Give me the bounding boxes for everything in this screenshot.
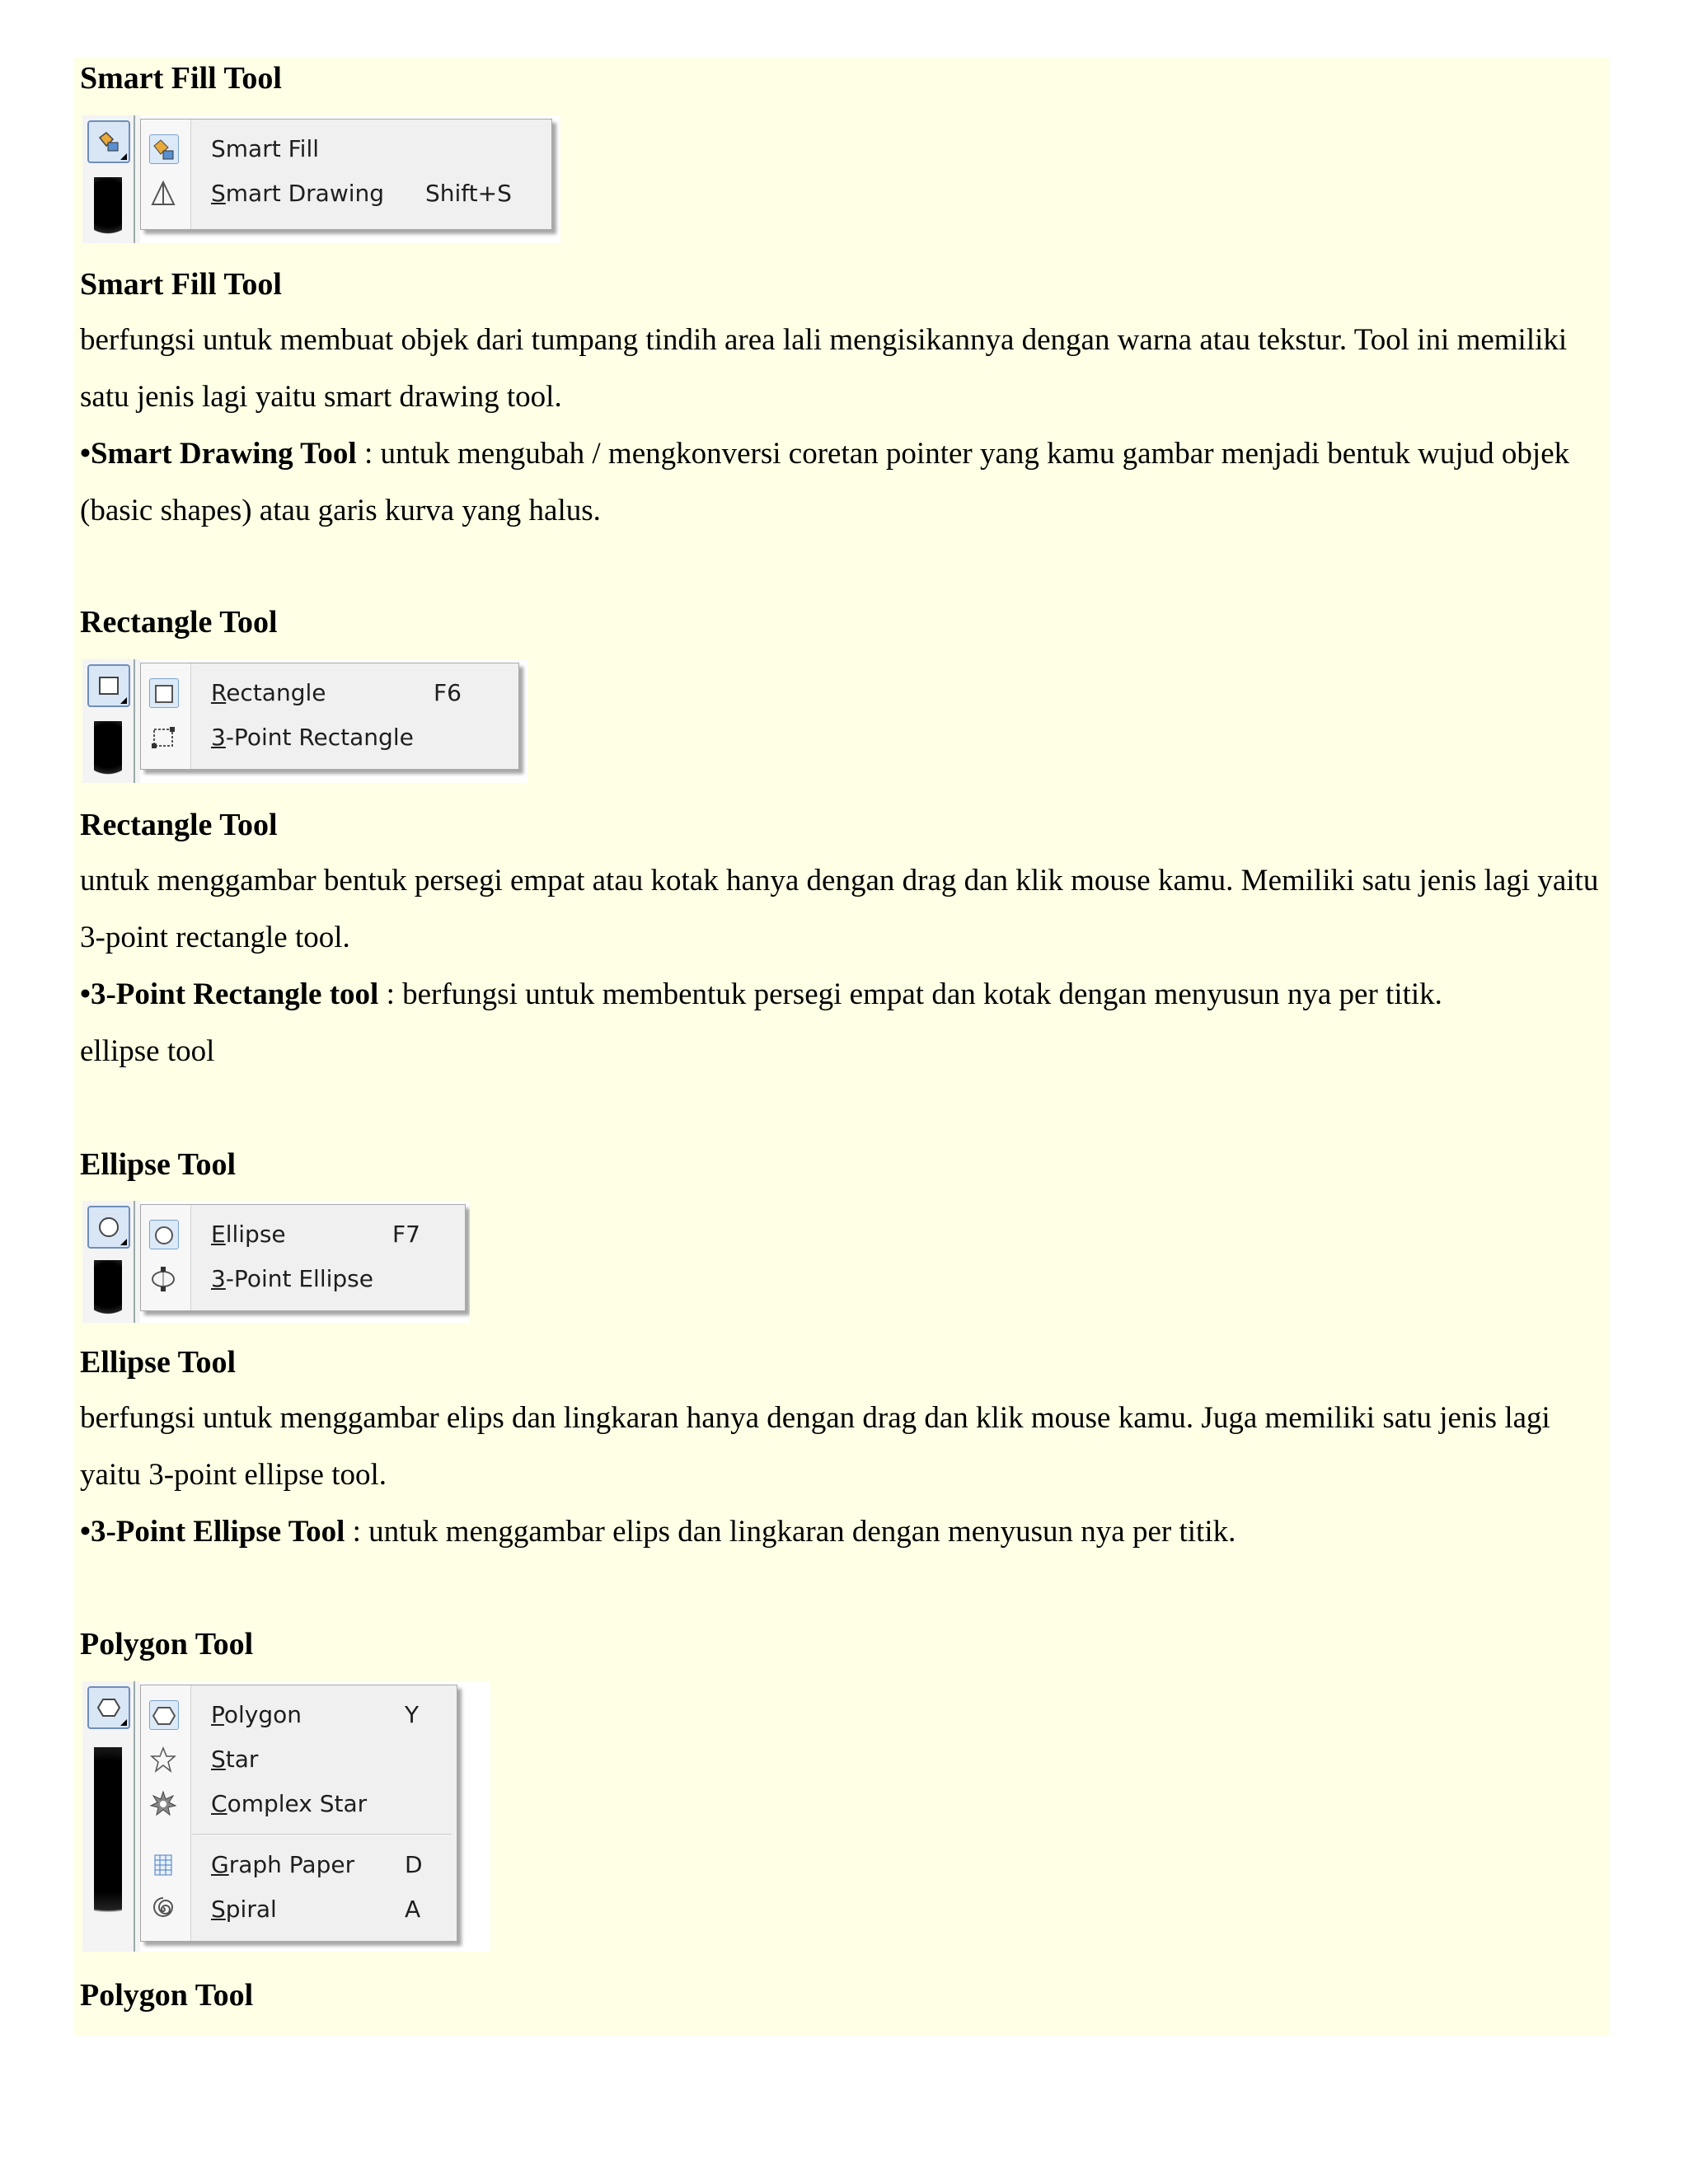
polygon-icon <box>96 1695 121 1720</box>
ellipse-popup-menu <box>140 1204 466 1311</box>
menu-item-smart-fill[interactable]: Smart Fill <box>141 128 551 171</box>
smart-fill-menu-screenshot <box>82 115 560 243</box>
section-title-smart-fill: Smart Fill Tool <box>80 61 282 96</box>
polygon-menu-screenshot <box>82 1681 490 1952</box>
menu-item-star[interactable]: Star <box>141 1738 457 1781</box>
rectangle-description: untuk menggambar bentuk persegi empat atau kotak hanya dengan drag dan klik mouse kamu. Memiliki satu jenis lagi yaitu 3-point rectangle tool. <box>80 864 1599 954</box>
polygon-tool-button[interactable] <box>87 1686 130 1729</box>
rectangle-tool-button[interactable] <box>87 664 130 707</box>
menu-item-complex-star[interactable]: Complex Star <box>141 1783 457 1825</box>
section-title-rectangle: Rectangle Tool <box>80 605 278 640</box>
rectangle-popup-menu <box>140 663 519 770</box>
star-icon <box>149 1745 179 1774</box>
smart-drawing-bullet: •Smart Drawing Tool : untuk mengubah / mengkonversi coretan pointer yang kamu gambar menjadi bentuk wujud objek (basic shapes) atau garis kurva yang halus. <box>80 437 1570 527</box>
section-title-polygon: Polygon Tool <box>80 1627 254 1661</box>
section-subtitle-ellipse: Ellipse Tool <box>80 1345 237 1380</box>
rectangle-menu-screenshot <box>82 659 528 783</box>
graph-paper-icon <box>149 1850 179 1880</box>
ellipse-icon <box>96 1215 121 1240</box>
menu-item-smart-drawing[interactable]: Smart Drawing Shift+S <box>141 172 551 215</box>
rectangle-icon <box>149 678 179 708</box>
section-title-ellipse: Ellipse Tool <box>80 1147 237 1182</box>
complex-star-icon <box>149 1789 179 1819</box>
three-point-ellipse-icon <box>149 1264 179 1294</box>
rectangle-trailing-text: ellipse tool <box>80 1034 215 1068</box>
spiral-icon <box>149 1895 179 1924</box>
menu-item-ellipse[interactable]: Ellipse F7 <box>141 1213 465 1256</box>
polygon-popup-menu <box>140 1685 457 1942</box>
smart-fill-tool-button[interactable] <box>87 120 130 163</box>
section-subtitle-smart-fill: Smart Fill Tool <box>80 267 282 302</box>
three-point-ellipse-bullet: •3-Point Ellipse Tool : untuk menggambar elips dan lingkaran dengan menyusun nya per titik. <box>80 1515 1236 1549</box>
menu-separator <box>192 1834 452 1835</box>
ellipse-description: berfungsi untuk menggambar elips dan lingkaran hanya dengan drag dan klik mouse kamu. Juga memiliki satu jenis lagi yaitu 3-point ellipse tool. <box>80 1401 1550 1492</box>
section-subtitle-polygon: Polygon Tool <box>80 1978 254 2013</box>
menu-item-rectangle[interactable]: Rectangle F6 <box>141 672 518 715</box>
ellipse-menu-screenshot <box>82 1201 470 1323</box>
menu-item-spiral[interactable]: Spiral A <box>141 1888 457 1931</box>
polygon-icon <box>149 1700 179 1730</box>
smart-fill-description: berfungsi untuk membuat objek dari tumpang tindih area lali mengisikannya dengan warna atau tekstur. Tool ini memiliki satu jenis lagi yaitu smart drawing tool. <box>80 323 1568 414</box>
three-point-rectangle-bullet: •3-Point Rectangle tool : berfungsi untuk membentuk persegi empat dan kotak dengan menyusun nya per titik. <box>80 977 1442 1011</box>
menu-item-3-point-rectangle[interactable]: 3-Point Rectangle <box>141 716 518 759</box>
rectangle-icon <box>96 673 121 698</box>
smart-drawing-icon <box>149 179 179 209</box>
section-subtitle-rectangle: Rectangle Tool <box>80 808 278 842</box>
smart-fill-popup-menu <box>140 119 552 230</box>
menu-item-3-point-ellipse[interactable]: 3-Point Ellipse <box>141 1258 465 1301</box>
smart-fill-icon <box>96 129 121 154</box>
menu-item-polygon[interactable]: Polygon Y <box>141 1694 457 1736</box>
ellipse-icon <box>149 1220 179 1249</box>
menu-item-graph-paper[interactable]: Graph Paper D <box>141 1844 457 1886</box>
smart-fill-icon <box>149 134 179 164</box>
three-point-rectangle-icon <box>149 723 179 752</box>
ellipse-tool-button[interactable] <box>87 1206 130 1249</box>
